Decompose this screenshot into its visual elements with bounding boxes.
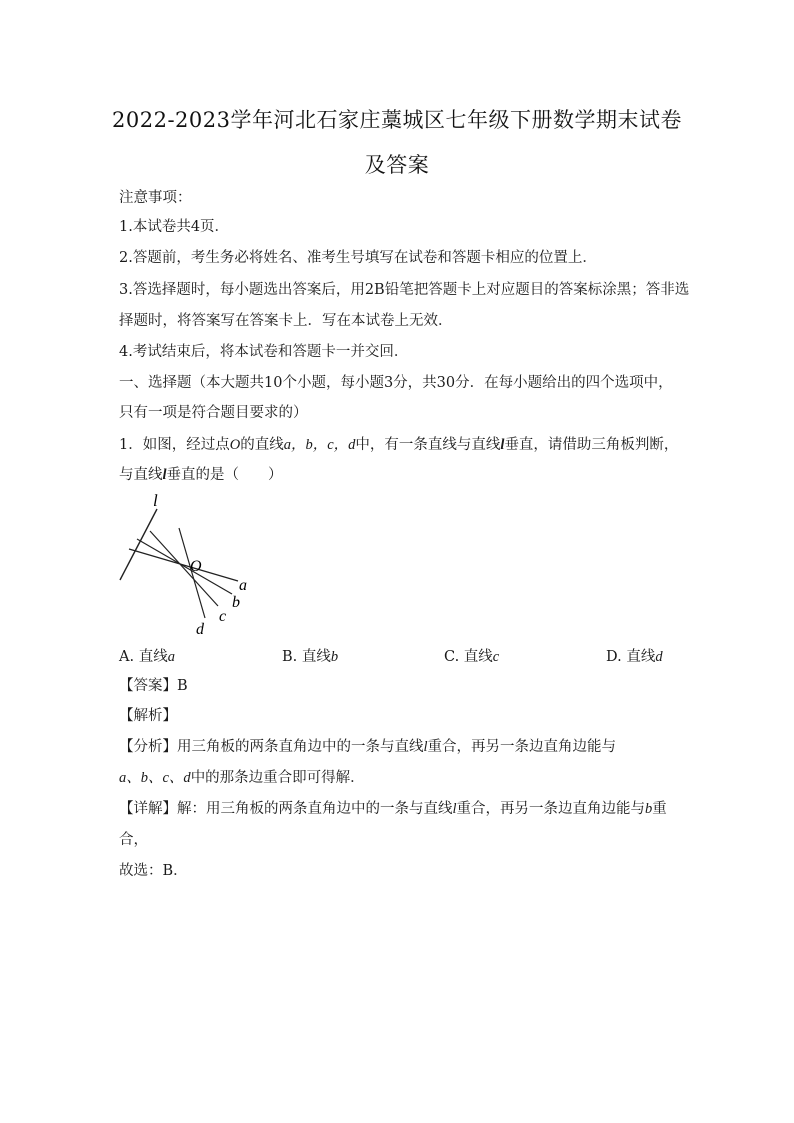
question-1-line1 [119, 435, 678, 455]
option-b-var: b [330, 649, 339, 665]
fenxi-text: 用三角板的两条直角边中的一条与直线 [177, 739, 424, 755]
option-b-letter: B. [282, 649, 298, 665]
option-d-var: d [655, 649, 663, 665]
notice-3: 3.答选择题时，每小题选出答案后，用2B铅笔把答题卡上对应题目的答案标涂黑；答非选 [119, 282, 690, 298]
line-a [129, 549, 238, 581]
notice-2: 2.答题前，考生务必将姓名、准考生号填写在试卷和答题卡相应的位置上． [119, 250, 597, 266]
q1-line2-suffix: 垂直的是（ ） [166, 467, 283, 483]
fenxi-var: l [423, 739, 428, 755]
fenxi-line2-vars: a、b、c、d [119, 770, 191, 786]
option-a-text: 直线 [138, 649, 168, 665]
option-d[interactable] [606, 645, 663, 666]
answer-line [119, 676, 188, 696]
question-1-line2 [119, 465, 283, 485]
option-a[interactable] [119, 645, 175, 666]
option-c-text: 直线 [463, 649, 493, 665]
answer-label: 【答案】 [119, 678, 177, 694]
label-a: a [239, 577, 247, 594]
option-b-text: 直线 [301, 649, 331, 665]
line-c [150, 531, 218, 606]
detail-label: 【详解】 [119, 801, 177, 817]
label-c: c [219, 608, 227, 625]
q1-mid: 的直线 [240, 437, 284, 453]
detail-var: l [452, 801, 457, 817]
option-d-text: 直线 [626, 649, 656, 665]
detail-line1 [119, 799, 667, 819]
q1-prefix: 1．如图，经过点 [119, 437, 230, 453]
label-b: b [232, 594, 240, 611]
option-c[interactable] [444, 645, 499, 666]
option-a-letter: A. [119, 649, 135, 665]
document-title-line2: 及答案 [364, 153, 430, 177]
label-o: O [190, 558, 202, 575]
choose-line: 故选：B． [119, 863, 188, 879]
detail-text3: 重 [652, 801, 667, 817]
fenxi-line1 [119, 737, 616, 757]
q1-point-o: O [229, 437, 241, 453]
option-a-var: a [167, 649, 175, 665]
option-c-var: c [492, 649, 500, 665]
detail-line2: 合， [119, 832, 148, 848]
section-heading-line1: 一、选择题（本大题共10个小题，每小题3分，共30分．在每小题给出的四个选项中， [119, 375, 673, 391]
fenxi-line2-text: 中的那条边重合即可得解． [190, 770, 365, 786]
detail-var2: b [645, 801, 653, 817]
fenxi-text2: 重合，再另一条边直角边能与 [427, 739, 617, 755]
detail-text: 解：用三角板的两条直角边中的一条与直线 [177, 801, 453, 817]
analysis-label: 【解析】 [119, 708, 177, 724]
detail-text2: 重合，再另一条边直角边能与 [456, 801, 646, 817]
notice-1: 1.本试卷共4页． [119, 219, 230, 235]
q1-line2-prefix: 与直线 [119, 467, 163, 483]
q1-vars: a，b，c，d [283, 437, 356, 453]
line-l [120, 509, 157, 580]
label-l: l [153, 491, 158, 510]
answer-value: B [177, 678, 188, 694]
fenxi-label: 【分析】 [119, 739, 177, 755]
option-c-letter: C. [444, 649, 460, 665]
notice-3-cont: 择题时，将答案写在答案卡上．写在本试卷上无效． [119, 313, 453, 329]
fenxi-line2 [119, 768, 365, 788]
option-b[interactable] [282, 645, 338, 666]
document-title-line1: 2022-2023学年河北石家庄藁城区七年级下册数学期末试卷 [112, 108, 682, 132]
question-1-figure [112, 490, 272, 640]
q1-line2-l: l [162, 467, 167, 483]
notice-heading: 注意事项： [119, 190, 192, 206]
q1-suffix-b: 垂直，请借助三角板判断， [504, 437, 679, 453]
label-d: d [196, 621, 204, 638]
option-d-letter: D. [606, 649, 622, 665]
q1-line-l: l [500, 437, 505, 453]
notice-4: 4.考试结束后，将本试卷和答题卡一并交回． [119, 344, 409, 360]
q1-suffix-a: 中，有一条直线与直线 [355, 437, 501, 453]
section-heading-line2: 只有一项是符合题目要求的） [119, 405, 308, 421]
